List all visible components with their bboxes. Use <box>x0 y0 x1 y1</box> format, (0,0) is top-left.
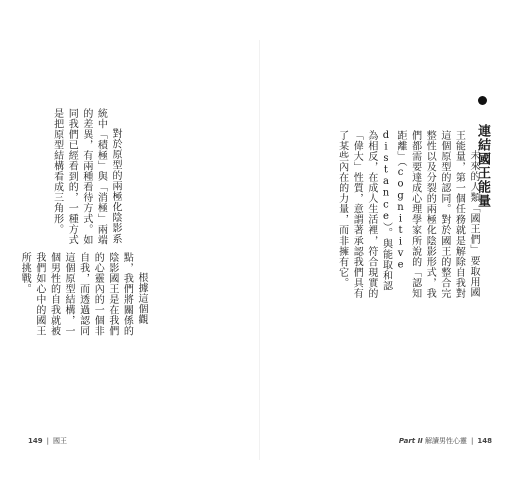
body-text-block <box>334 130 480 301</box>
footer-separator: | <box>46 437 49 445</box>
part-label: Part II <box>398 437 423 445</box>
body-paragraph: 未來的人類「國王們」要取用國王能量，第一個任務就是解除自我對這個原型的認同。對於國王的整合完整性以及分裂的兩極化陰影形式，我們都需要達成心理學家所說的「認知距離」（cognitive distance）。與能取和認為相反，在成人生活裡，符合現實的「偉大」性質，意謂著承認我們具有了某些內在的力量，而非擁有它。 <box>336 130 479 299</box>
running-title: 解讀男性心靈 <box>425 437 468 445</box>
footer-separator: | <box>471 437 474 445</box>
page-number: 148 <box>477 437 492 445</box>
body-paragraph: 對於原型的兩極化陰影系統中「積極」與「消極」兩端的差異，有兩種看待方式。如同我們已經看到的，一種方式是把原型結構看成三角形。 <box>51 108 121 246</box>
body-text-block <box>49 108 122 248</box>
page-footer <box>28 436 67 446</box>
heading-bullet-icon <box>478 96 487 105</box>
page-number: 149 <box>28 437 43 445</box>
right-page <box>260 0 520 500</box>
body-text-block <box>17 252 148 340</box>
page-footer <box>399 436 492 446</box>
body-paragraph: 根據這個觀點，我們將關係的陰影國王是在我們的心靈內的一個非自我，而透過認同這個原型結構，一個男性的自我就被我們如心中的國王所挑戰。 <box>19 252 147 337</box>
running-title: 國王 <box>52 437 67 445</box>
section-heading-text: 連結國王能量 <box>475 124 490 208</box>
